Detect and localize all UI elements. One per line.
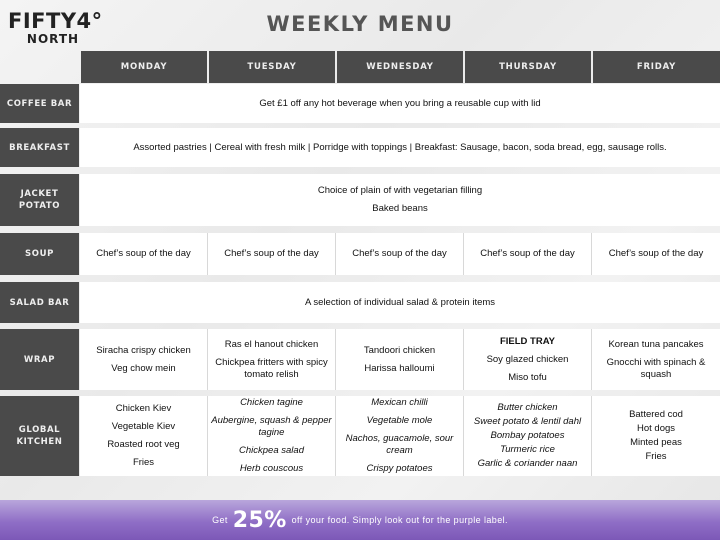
soup-friday bbox=[592, 233, 720, 275]
wrap-item: Korean tuna pancakes bbox=[608, 338, 704, 350]
soup-item: Chef’s soup of the day bbox=[608, 248, 704, 259]
banner-discount: 25% bbox=[232, 507, 287, 533]
discount-banner bbox=[0, 500, 720, 540]
logo bbox=[8, 9, 103, 46]
global-item: Chicken Kiev bbox=[115, 403, 172, 414]
global-item: Bombay potatoes bbox=[490, 430, 565, 441]
wrap-item: Tandoori chicken bbox=[363, 344, 436, 356]
jacket-label-1: JACKET bbox=[20, 189, 59, 199]
jacket-label-2: POTATO bbox=[18, 201, 61, 211]
logo-sub: NORTH bbox=[26, 32, 80, 46]
global-friday bbox=[592, 396, 720, 476]
global-item: Chicken tagine bbox=[240, 397, 303, 408]
global-item: Garlic & coriander naan bbox=[477, 458, 578, 469]
wrap-item: Miso tofu bbox=[508, 371, 547, 383]
global-tuesday bbox=[208, 396, 336, 476]
day-header-thursday: THURSDAY bbox=[465, 51, 591, 83]
banner-pre: Get bbox=[212, 515, 228, 525]
wrap-thursday bbox=[464, 329, 592, 390]
global-thursday bbox=[464, 396, 592, 476]
wrap-item: Chickpea fritters with spicy tomato relish bbox=[215, 356, 328, 380]
global-item: Minted peas bbox=[630, 437, 682, 448]
global-item: Roasted root veg bbox=[107, 439, 180, 450]
soup-item: Chef’s soup of the day bbox=[480, 248, 575, 259]
banner-post: off your food. Simply look out for the purple label. bbox=[291, 515, 508, 525]
wrap-item: Gnocchi with spinach & squash bbox=[606, 356, 706, 380]
global-item: Mexican chilli bbox=[371, 397, 428, 408]
jacket-potato-cell bbox=[80, 174, 720, 226]
coffee-bar-cell bbox=[80, 84, 720, 123]
wrap-item: Soy glazed chicken bbox=[486, 353, 569, 365]
soup-thursday bbox=[464, 233, 592, 275]
field-tray-heading: FIELD TRAY bbox=[499, 335, 556, 347]
wrap-item: Veg chow mein bbox=[111, 362, 176, 374]
wrap-wednesday bbox=[336, 329, 464, 390]
breakfast-text: Assorted pastries | Cereal with fresh milk | Porridge with toppings | Breakfast: Sausage, bacon, soda bread, egg, sausage rolls. bbox=[133, 141, 667, 153]
global-item: Butter chicken bbox=[497, 402, 558, 413]
jacket-potato-line1: Choice of plain of with vegetarian filling bbox=[317, 185, 483, 196]
global-item: Turmeric rice bbox=[500, 444, 555, 455]
salad-bar-cell bbox=[80, 282, 720, 323]
day-header-wednesday: WEDNESDAY bbox=[337, 51, 463, 83]
soup-item: Chef’s soup of the day bbox=[224, 248, 319, 259]
global-label-1: GLOBAL bbox=[18, 425, 61, 435]
row-label-jacket-potato bbox=[0, 174, 79, 226]
global-item: Vegetable Kiev bbox=[111, 421, 176, 432]
global-item: Nachos, guacamole, sour cream bbox=[345, 433, 454, 456]
breakfast-cell bbox=[80, 128, 720, 167]
wrap-item: Siracha crispy chicken bbox=[96, 344, 191, 356]
global-item: Vegetable mole bbox=[366, 415, 433, 426]
logo-main: FIFTY4° bbox=[8, 9, 103, 33]
global-monday bbox=[80, 396, 208, 476]
wrap-item: Ras el hanout chicken bbox=[224, 338, 319, 350]
global-item: Herb couscous bbox=[239, 463, 304, 474]
global-item: Hot dogs bbox=[636, 423, 676, 434]
row-label-global-kitchen bbox=[0, 396, 79, 476]
wrap-monday bbox=[80, 329, 208, 390]
wrap-item: Harissa halloumi bbox=[364, 362, 435, 374]
global-item: Fries bbox=[132, 457, 155, 468]
soup-tuesday bbox=[208, 233, 336, 275]
global-item: Battered cod bbox=[629, 409, 683, 420]
wrap-tuesday bbox=[208, 329, 336, 390]
salad-bar-text: A selection of individual salad & protein items bbox=[304, 296, 496, 308]
coffee-bar-text: Get £1 off any hot beverage when you bring a reusable cup with lid bbox=[259, 97, 541, 109]
global-item: Fries bbox=[645, 451, 667, 462]
day-header-tuesday: TUESDAY bbox=[209, 51, 335, 83]
row-label-coffee-bar: COFFEE BAR bbox=[0, 84, 79, 123]
day-header-friday: FRIDAY bbox=[593, 51, 720, 83]
global-item: Sweet potato & lentil dahl bbox=[473, 416, 582, 427]
page-title: WEEKLY MENU bbox=[266, 12, 454, 36]
day-header-monday: MONDAY bbox=[81, 51, 207, 83]
wrap-friday bbox=[592, 329, 720, 390]
soup-item: Chef’s soup of the day bbox=[96, 248, 191, 259]
global-item: Aubergine, squash & pepper tagine bbox=[211, 415, 332, 438]
row-label-breakfast: BREAKFAST bbox=[0, 128, 79, 167]
global-item: Crispy potatoes bbox=[366, 463, 433, 474]
row-label-salad-bar: SALAD BAR bbox=[0, 282, 79, 323]
row-label-soup: SOUP bbox=[0, 233, 79, 275]
global-wednesday bbox=[336, 396, 464, 476]
global-label-2: KITCHEN bbox=[16, 437, 63, 447]
soup-item: Chef’s soup of the day bbox=[352, 248, 447, 259]
global-item: Chickpea salad bbox=[239, 445, 304, 456]
soup-wednesday bbox=[336, 233, 464, 275]
jacket-potato-line2: Baked beans bbox=[372, 203, 428, 214]
row-label-wrap: WRAP bbox=[0, 329, 79, 390]
soup-monday bbox=[80, 233, 208, 275]
